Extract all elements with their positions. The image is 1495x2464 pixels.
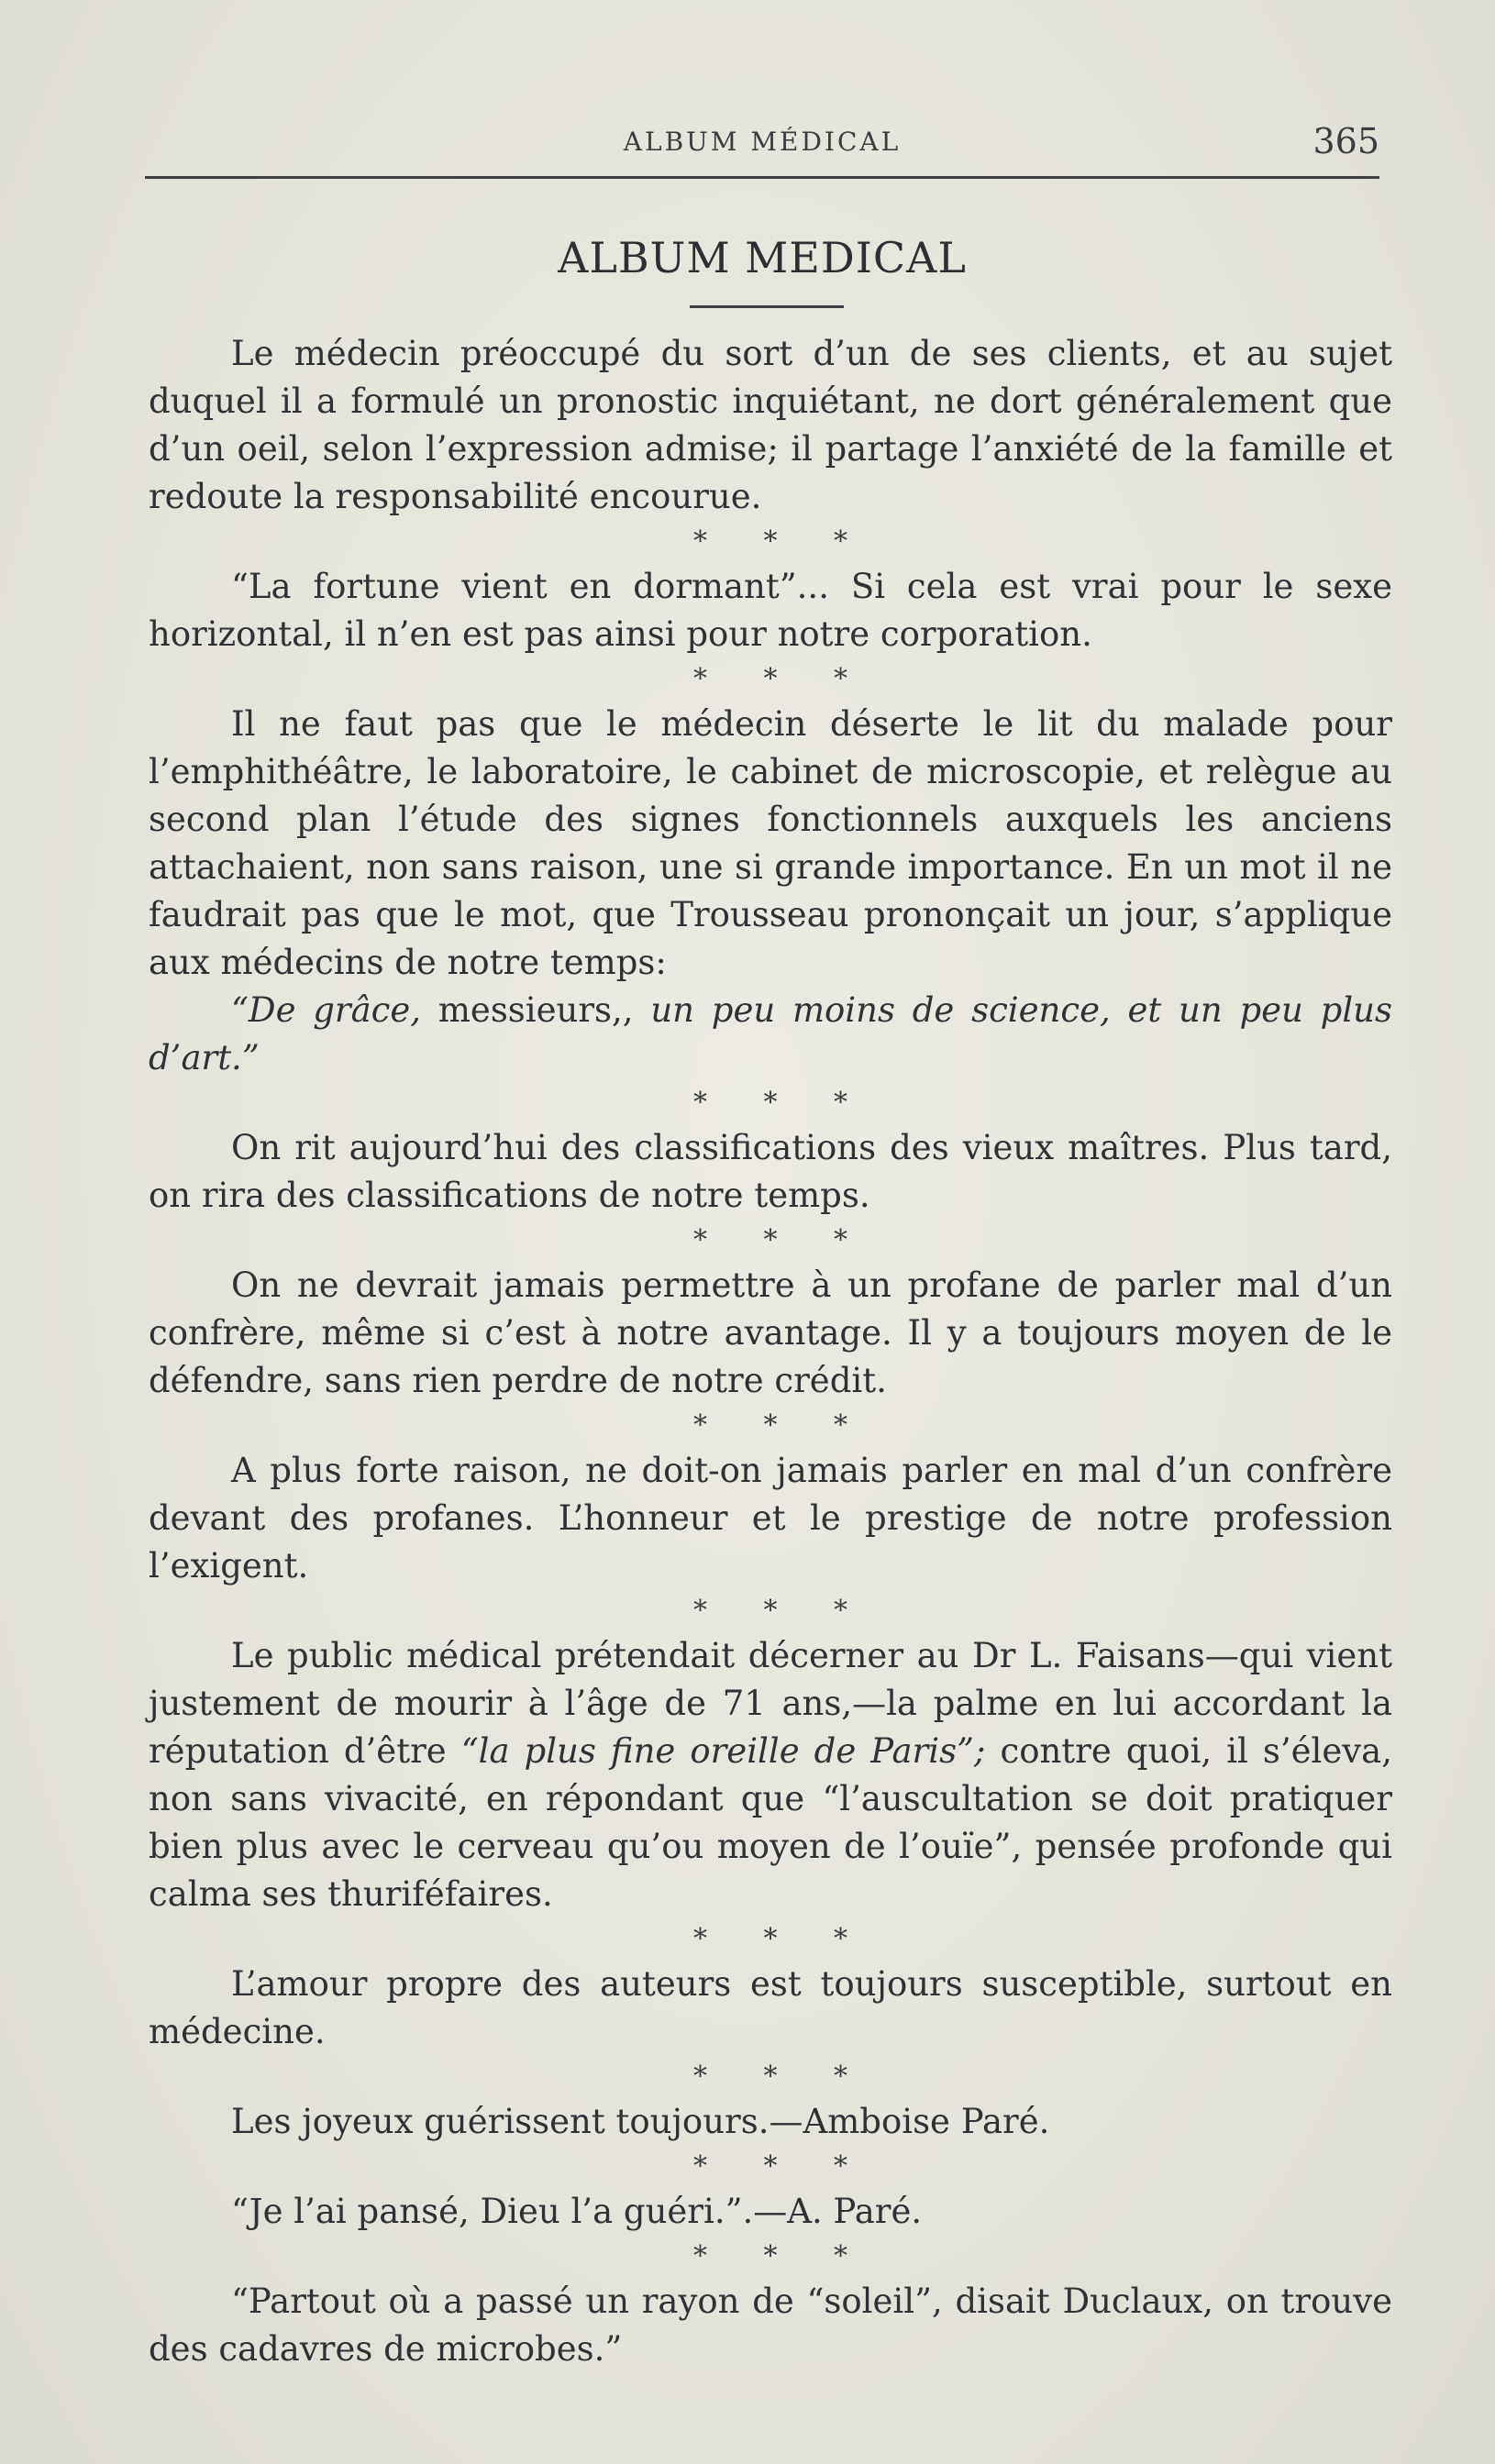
separator-10: * * *: [692, 2240, 872, 2272]
paragraph-10: “Je l’ai pansé, Dieu l’a guéri.”.—A. Paré.: [231, 2192, 923, 2231]
paragraph-4: On rit aujourd’hui des classifications des vieux maîtres. Plus tard, on rira des classifications de notre temps.: [149, 1128, 1392, 1215]
running-title: ALBUM MÉDICAL: [623, 127, 902, 157]
separator-2: * * *: [692, 663, 872, 695]
paragraph-8: L’amour propre des auteurs est toujours susceptible, surtout en médecine.: [149, 1964, 1392, 2051]
separator-3: * * *: [692, 1087, 872, 1119]
paragraph-5: On ne devrait jamais permettre à un profane de parler mal d’un confrère, même si c’est à notre avantage. Il y a toujours moyen de le défendre, sans rien perdre de notre crédit.: [149, 1265, 1392, 1400]
header-rule: [145, 176, 1379, 179]
separator-1: * * *: [692, 525, 872, 558]
paragraph-6: A plus forte raison, ne doit-on jamais parler en mal d’un confrère devant des profanes. L’honneur et le prestige de notre profession l’exigent.: [149, 1451, 1392, 1586]
separator-5: * * *: [692, 1409, 872, 1442]
paragraph-7-italic: “la plus fine oreille de Paris”;: [460, 1731, 986, 1771]
article-title: ALBUM MEDICAL: [558, 233, 967, 282]
trousseau-quote: [149, 987, 1392, 1082]
paragraph-11: “Partout où a passé un rayon de “soleil”, disait Duclaux, on trouve des cadavres de microbes.”: [149, 2282, 1392, 2369]
paragraph-9: Les joyeux guérissent toujours.—Amboise Paré.: [231, 2102, 1050, 2141]
separator-4: * * *: [692, 1224, 872, 1256]
page-number: 365: [1312, 121, 1379, 161]
quote-part-c: un peu moins de science, et un peu plus d’art.”: [149, 990, 1392, 1077]
paragraph-7-part-c: contre quoi, il s’éleva, non sans vivacité, en répondant que “l’auscultation se doit pratiquer bien plus avec le cerveau qu’ou moyen de l’ouïe”, pensée profonde qui calma ses thuriféfaires.: [149, 1731, 1392, 1914]
separator-7: * * *: [692, 1923, 872, 1955]
separator-6: * * *: [692, 1595, 872, 1627]
paragraph-2: “La fortune vient en dormant”... Si cela est vrai pour le sexe horizontal, il n’en est pas ainsi pour notre corporation.: [149, 567, 1392, 654]
title-rule: [690, 305, 844, 308]
paragraph-7: [149, 1632, 1392, 1918]
running-head: [145, 121, 1379, 171]
article-body: [149, 330, 1392, 2373]
paragraph-3: Il ne faut pas que le médecin déserte le lit du malade pour l’emphithéâtre, le laboratoire, le cabinet de microscopie, et relègue au second plan l’étude des signes fonctionnels auxquels les anciens attachaient, non sans raison, une si grande importance. En un mot il ne faudrait pas que le mot, que Trousseau prononçait un jour, s’applique aux médecins de notre temps:: [149, 704, 1392, 982]
separator-9: * * *: [692, 2150, 872, 2182]
quote-part-a: “De grâce,: [231, 990, 422, 1030]
separator-8: * * *: [692, 2061, 872, 2093]
paragraph-1: Le médecin préoccupé du sort d’un de ses clients, et au sujet duquel il a formulé un pronostic inquiétant, ne dort généralement que d’un oeil, selon l’expression admise; il partage l’anxiété de la famille et redoute la responsabilité encourue.: [149, 334, 1392, 516]
quote-part-b: messieurs,,: [421, 990, 651, 1030]
paragraph-7-part-a: Le public médical prétendait décerner au Dr L. Faisans—qui vient justement de mourir à l’âge de 71 ans,—la palme en lui accordant la réputation d’être: [149, 1636, 1392, 1771]
